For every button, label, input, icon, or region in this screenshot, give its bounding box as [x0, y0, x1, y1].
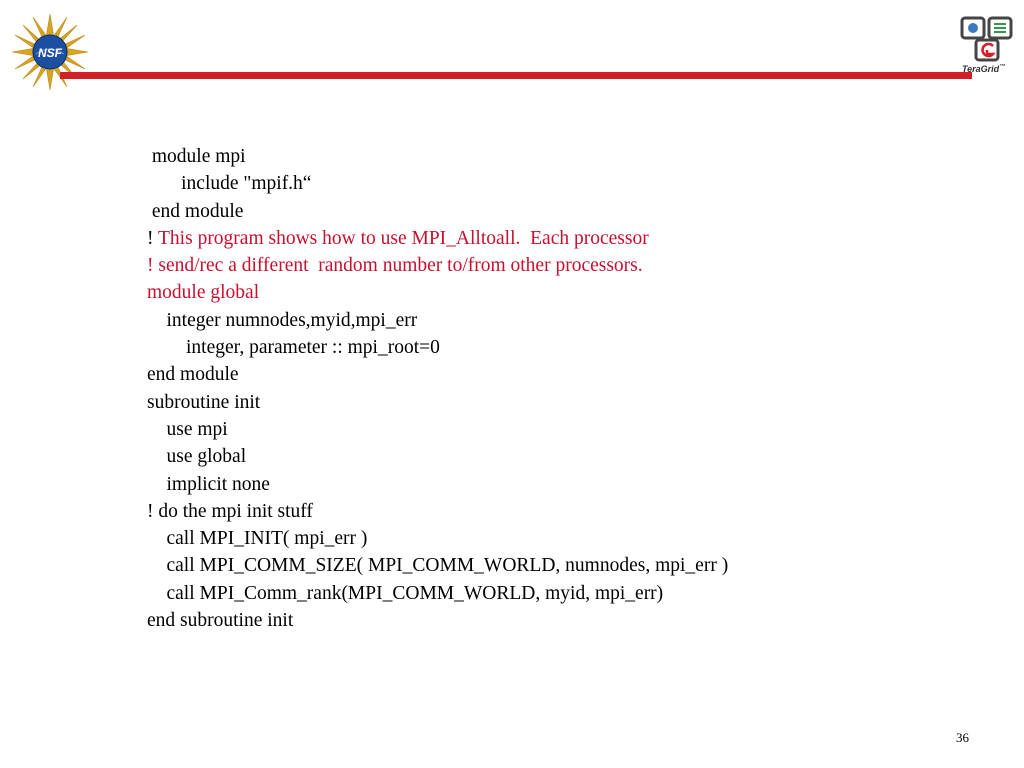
code-line: integer, parameter :: mpi_root=0 [147, 337, 440, 359]
code-line: include "mpif.h“ [147, 173, 312, 195]
code-line: integer numnodes,myid,mpi_err [147, 309, 418, 331]
code-line: use global [147, 446, 247, 468]
comment-text: This program shows how to use MPI_Alltoall. Each processor [153, 227, 649, 249]
code-line: implicit none [147, 473, 270, 495]
code-block [147, 143, 728, 634]
code-line: subroutine init [147, 391, 261, 413]
page-number: 36 [956, 730, 969, 745]
code-comment-line [147, 225, 728, 252]
code-line: end module [147, 364, 239, 386]
code-line: end subroutine init [147, 610, 294, 632]
code-comment-line: ! send/rec a different random number to/from other processors. [147, 255, 643, 277]
code-line: end module [147, 200, 244, 222]
code-line: module global [147, 282, 260, 304]
code-line: use mpi [147, 418, 228, 440]
comment-marker: ! [147, 227, 154, 249]
code-line: call MPI_COMM_SIZE( MPI_COMM_WORLD, numnodes, mpi_err ) [147, 555, 729, 577]
code-line: call MPI_INIT( mpi_err ) [147, 528, 368, 550]
code-comment-line: ! do the mpi init stuff [147, 500, 313, 522]
slide-header [0, 0, 1024, 110]
code-line: module mpi [147, 146, 246, 167]
svg-text:NSF: NSF [38, 46, 62, 60]
code-line: call MPI_Comm_rank(MPI_COMM_WORLD, myid, mpi_err) [147, 582, 664, 604]
header-rule [60, 72, 972, 79]
teragrid-wordmark: TeraGrid™ [962, 64, 1006, 74]
